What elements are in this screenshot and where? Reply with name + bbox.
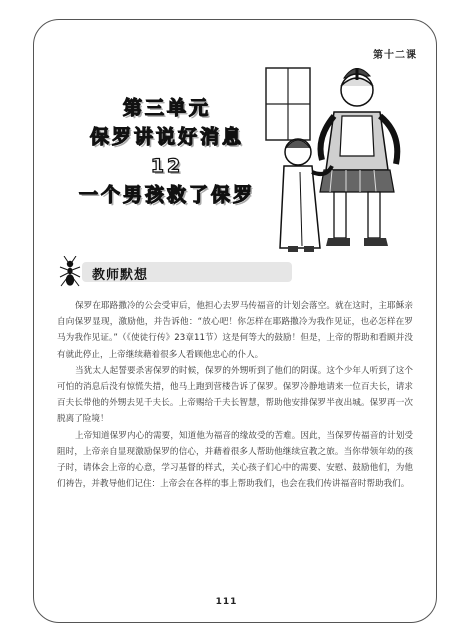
paragraph: 上帝知道保罗内心的需要，知道他为福音的缘故受的苦难。因此，当保罗传福音的计划受阻时，上帝亲自显现激励保罗的信心，并藉着很多人帮助他继续宣教之旅。当你带领年幼的孩子时，请体会上帝的心意，学习基督的样式，关心孩子们心中的需要、安慰、鼓励他们，为他们祷告，并教导他们记住：上帝会在各样的事上帮助我们，也会在我们传讲福音时帮助我们。 (57, 430, 413, 490)
page-number: 111 (215, 597, 238, 607)
unit-title: 第三单元 (122, 97, 211, 119)
section-header (58, 256, 418, 288)
lesson-label: 第十二课 (373, 50, 417, 61)
section-bar (82, 262, 292, 282)
paragraph: 当犹太人起誓要杀害保罗的时候，保罗的外甥听到了他们的阴谋。这个少年人听到了这个可怕的消息后没有惊慌失措，他马上跑到营楼告诉了保罗。保罗冷静地请来一位百夫长，请求百夫长带他的外甥去见千夫长。上帝赐给千夫长智慧，帮助他安排保罗半夜出城。保罗再一次脱离了险境！ (57, 365, 413, 425)
title-block (72, 94, 262, 210)
unit-subtitle: 保罗讲说好消息 (89, 126, 244, 148)
lesson-title: 一个男孩救了保罗 (78, 184, 255, 206)
lesson-number: 12 (150, 155, 184, 177)
paul-and-soldier-illustration (262, 60, 412, 260)
paragraph: 保罗在耶路撒冷的公会受审后，他担心去罗马传福音的计划会落空。就在这时，主耶稣亲自向保罗显现，激励他，并告诉他：“放心吧！你怎样在耶路撒冷为我作见证，也必怎样在罗马为我作见证。”（《使徒行传》23章11节）这是何等大的鼓励！但是，上帝的帮助和看顾并没有就此停止，上帝继续藉着很多人看顾他忠心的仆人。 (57, 301, 413, 360)
ant-icon (58, 256, 84, 288)
body-text (57, 298, 413, 492)
section-heading: 教师默想 (92, 268, 149, 283)
